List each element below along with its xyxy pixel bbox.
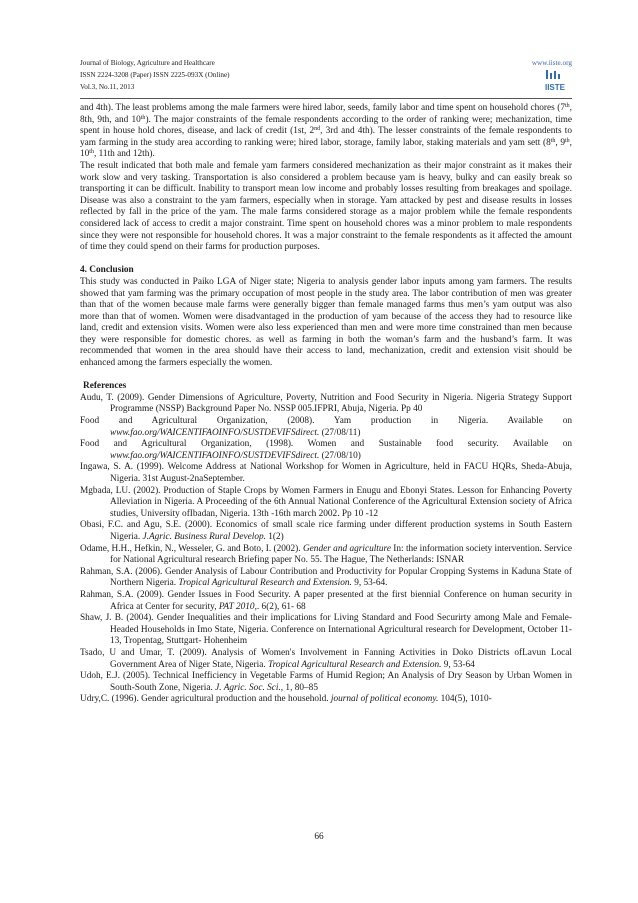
results-paragraph-2: The result indicated that both male and female yam farmers considered mechanization as their major constraint as it makes their work slow and very tasking. Transportation is also considered a problem because yam is heavy, bulky and can easily break so transporting it can be difficult. Inability to transport mean low income and probably losses resulting from breakages and spoilage. Disease was also a constraint to the yam farmers, especially when in storage. Yam attacked by pest and disease results in losses reflected by fall in the price of the yam. The male farms considered storage as a major problem while the female respondents considered lack of access to credit a major constraint. Time spent on household chores was a minor problem to male respondents since they were not responsible for household chores. It was a major constraint to the female respondents as it affected the amount of time they could spend on their farms for production purposes.	[80, 160, 572, 253]
reference-item: Mgbada, LU. (2002). Production of Staple Crops by Women Farmers in Enugu and Ebonyi States. Lesson for Enhancing Poverty Alleviation in Nigeria. A Proceeding of the 6th Annual National Conference of the Agricultural Extension society of Africa studies, University ofIbadan, Nigeria. 13th -16th march 2002. Pp 10 -12	[80, 485, 572, 519]
conclusion-heading: 4. Conclusion	[80, 265, 134, 276]
journal-url-link[interactable]: www.iiste.org	[531, 59, 572, 67]
iiste-logo-icon	[540, 69, 570, 95]
references-list	[80, 393, 572, 706]
page-number: 66	[314, 832, 324, 842]
reference-item: Tsado, U and Umar, T. (2009). Analysis of Women's Involvement in Fanning Activities in Doko Districts ofLavun Local Government Area of Niger State, Nigeria. Tropical Agricultural Research and Extension. 9, 53-64	[80, 647, 572, 670]
reference-item: Shaw, J. B. (2004). Gender Inequalities and their implications for Living Standard and Food Securirty among Male and Female- Headed Households in Imo State, Nigeria. Conference on International Agricultural research for Development, October 11-13, Tropentag, Stuttgart- Hohenheim	[80, 613, 572, 647]
references-heading: References	[83, 381, 127, 392]
journal-volume: Vol.3, No.11, 2013	[80, 83, 135, 91]
reference-item: Obasi, F.C. and Agu, S.E. (2000). Economics of small scale rice farming under different production systems in South Eastern Nigeria. J.Agric. Business Rural Develop. 1(2)	[80, 520, 572, 542]
reference-item: Udoh, E.J. (2005). Technical Inefficiency in Vegetable Farms of Humid Region; An Analysis of Dry Season by Urban Women in South-South Zone, Nigeria. J. Agric. Soc. Sci., 1, 80–85	[80, 671, 572, 693]
reference-item: Odame, H.H., Hefkin, N., Wesseler, G. and Boto, I. (2002). Gender and agriculture In: the information society intervention. Service for National Agricultural research Briefing paper No. 55. The Hague, The Netherlands: ISNAR	[80, 543, 573, 566]
results-paragraph-1: and 4th). The least problems among the male farmers were hired labor, seeds, family labor and time spent on household chores (7th, 8th, 9th, and 10th). The major constraints of the female respondents according to the order of ranking were; mechanization, time spent in house hold chores, disease, and lack of credit (1st, 2nd, 3rd and 4th). The lesser constraints of the female respondents to yam farming in the study area according to ranking were; hired labor, storage, family labor, staking materials and yam sett (8th, 9th, 10th, 11th and 12th).	[80, 103, 572, 160]
reference-item: Rahman, S.A. (2006). Gender Analysis of Labour Contribution and Productivity for Popular Cropping Systems in Kaduna State of Northern Nigeria. Tropical Agricultural Research and Extension. 9, 53-64.	[80, 566, 572, 589]
journal-issn: ISSN 2224-3208 (Paper) ISSN 2225-093X (Online)	[80, 71, 230, 79]
header-divider	[80, 98, 572, 99]
conclusion-paragraph: This study was conducted in Paiko LGA of Niger state; Nigeria to analysis gender labor inputs among yam farmers. The results showed that yam farming was the primary occupation of most people in the study area. The labor contribution of men was greater than that of the women because male farms were generally bigger than female managed farms thus men’s yam output was also more than that of women. Women were disadvantaged in the production of yam because of the access they had to resource like land, credit and extension visits. Women were also less experienced than men and were more time constrained than men because they were responsible for domestic chores. as well as farming in both the woman’s farm and the husband’s farm. It was recommended that women in the area should have their access to land, mechanization, credit and extension visit should be enhanced among the farmers especially the women.	[80, 276, 572, 369]
reference-item: Food and Agricultural Organization, (1998). Women and Sustainable food security. Available on www.fao.org/WAICENTIFAOINFO/SUSTDEVIFSdirect. (27/08/10)	[80, 439, 572, 461]
logo-text: IISTE	[544, 83, 566, 92]
reference-item: Udry,C. (1996). Gender agricultural production and the household. journal of political economy. 104(5), 1010-	[80, 694, 492, 705]
reference-item: Audu, T. (2009). Gender Dimensions of Agriculture, Poverty, Nutrition and Food Security in Nigeria. Nigeria Strategy Support Programme (NSSP) Background Paper No. NSSP 005.IFPRI, Abuja, Nigeria. Pp 40	[80, 392, 572, 415]
reference-item: Rahman, S.A. (2009). Gender Issues in Food Security. A paper presented at the first biennial Conference on human security in Africa at Center for security, PAT 2010,. 6(2), 61- 68	[80, 589, 572, 612]
reference-item: Ingawa, S. A. (1999). Welcome Address at National Workshop for Women in Agriculture, held in FACU HQRs, Sheda-Abuja, Nigeria. 31st August-2naSeptember.	[80, 462, 572, 484]
reference-item: Food and Agricultural Organization, (2008). Yam production in Nigeria. Available on www.fao.org/WAICENTIFAOINFO/SUSTDEVIFSdirect. (27/08/11)	[80, 416, 572, 438]
page-header	[80, 57, 572, 93]
journal-name: Journal of Biology, Agriculture and Healthcare	[80, 59, 215, 67]
article-body	[80, 103, 572, 706]
